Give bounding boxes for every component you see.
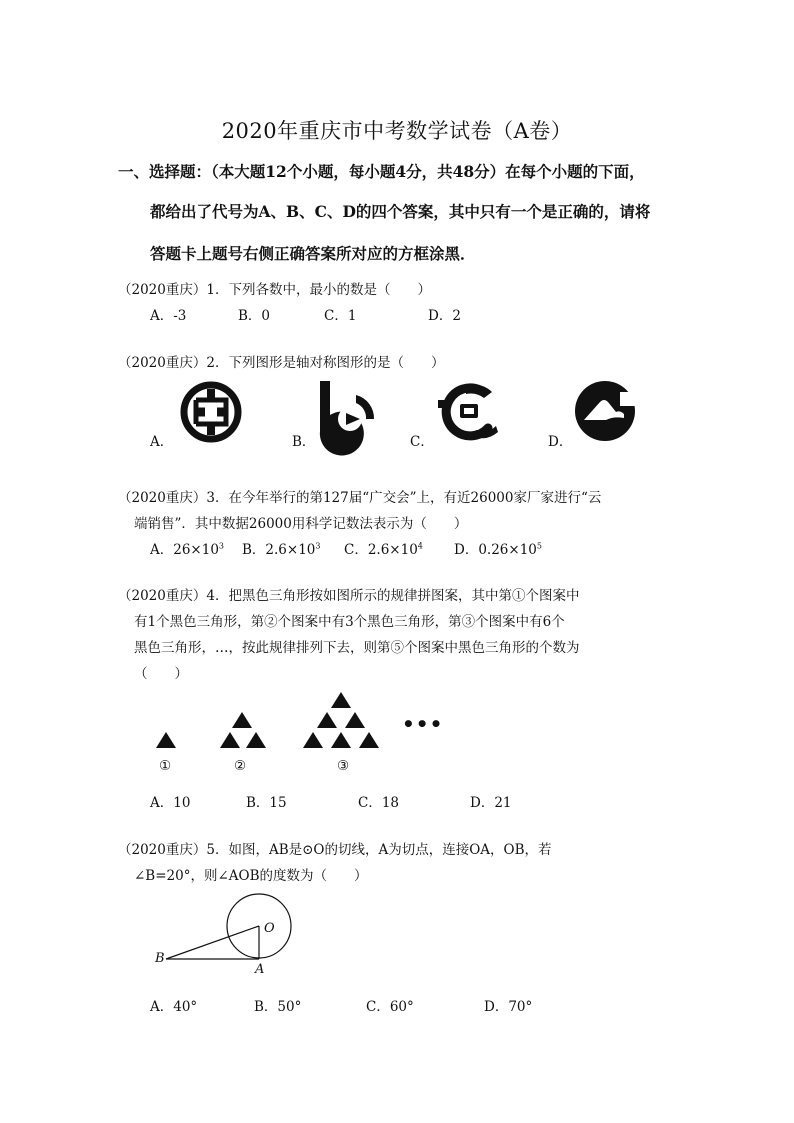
q2-option-d: D． [548,434,573,450]
q5-option-c: C．60° [366,999,414,1015]
q3-option-a: A．$26\times 10^3$ [150,541,225,558]
question-4-stem-line4: （ ） [134,666,188,682]
triangle-pattern-3 [296,688,388,752]
black-triangle [220,732,240,748]
point-label-o: O [264,921,275,936]
q4-option-b: B．15 [246,795,287,811]
q3-option-b: B．$2.6\times 10^3$ [242,541,321,558]
tangent-circle-diagram [150,892,310,982]
question-3-stem-line2: 端销售”．其中数据26000用科学记数法表示为（ ） [134,516,468,532]
black-triangle [232,712,252,728]
page-title: 2020年重庆市中考数学试卷（A卷） [221,119,573,143]
question-5-stem-line2: ∠B=20°，则∠AOB的度数为（ ） [134,868,368,884]
pattern-ellipsis: ••• [402,712,444,736]
bank-logo-c-icon [436,380,500,442]
q5-option-b: B．50° [254,999,302,1015]
section-heading-line1: 一、选择题：（本大题12个小题，每小题4分，共48分）在每个小题的下面， [118,162,645,181]
q5-option-a: A．40° [150,999,198,1015]
black-triangle [156,732,176,748]
q1-option-d: D．2 [428,308,461,324]
q5-option-d: D．70° [484,999,533,1015]
question-4-stem-line3: 黑色三角形，…，按此规律排列下去，则第⑤个图案中黑色三角形的个数为 [134,640,580,656]
pattern-label-1: ① [159,758,172,774]
question-4-stem-line2: 有1个黑色三角形，第②个图案中有3个黑色三角形，第③个图案中有6个 [134,614,565,630]
q4-option-c: C．18 [358,795,400,811]
segment-ob [166,926,259,959]
q2-option-c: C． [410,434,434,450]
point-label-a: A [255,962,265,977]
section-heading-line3: 答题卡上题号右侧正确答案所对应的方框涂黑． [150,244,476,263]
icbc-logo-icon [178,379,244,445]
question-3-stem-line1: （2020重庆）3．在今年举行的第127届“广交会”上，有近26000家厂家进行“云 [118,490,602,506]
bank-logo-d-icon [574,380,636,442]
black-triangle [345,712,365,728]
q4-option-d: D．21 [470,795,512,811]
question-4-stem-line1: （2020重庆）4．把黑色三角形按如图所示的规律拼图案，其中第①个图案中 [118,588,580,604]
pattern-label-2: ② [234,758,247,774]
q2-option-b: B． [292,434,316,450]
q1-option-a: A．-3 [150,308,187,324]
black-triangle [317,712,337,728]
black-triangle [331,732,351,748]
question-5-stem-line1: （2020重庆）5．如图，AB是⊙O的切线，A为切点，连接OA，OB，若 [118,842,552,858]
q4-option-a: A．10 [150,795,191,811]
black-triangle [303,732,323,748]
q1-option-c: C．1 [324,308,357,324]
black-triangle [331,692,351,708]
triangle-pattern-2 [212,708,276,752]
q2-option-a: A． [150,434,174,450]
q3-option-d: D．$0.26\times 10^5$ [454,541,542,558]
black-triangle [359,732,379,748]
question-2-stem: （2020重庆）2．下列图形是轴对称图形的是（ ） [118,355,445,371]
black-triangle [246,732,266,748]
triangle-pattern-1 [150,728,190,752]
pattern-label-3: ③ [337,758,350,774]
q1-option-b: B．0 [238,308,271,324]
q3-option-c: C．$2.6\times 10^4$ [344,541,423,558]
section-heading-line2: 都给出了代号为A、B、C、D的四个答案，其中只有一个是正确的，请将 [150,202,651,221]
bank-logo-b-icon [316,379,380,443]
point-label-b: B [155,951,165,966]
question-1-stem: （2020重庆）1．下列各数中，最小的数是（ ） [118,282,431,298]
